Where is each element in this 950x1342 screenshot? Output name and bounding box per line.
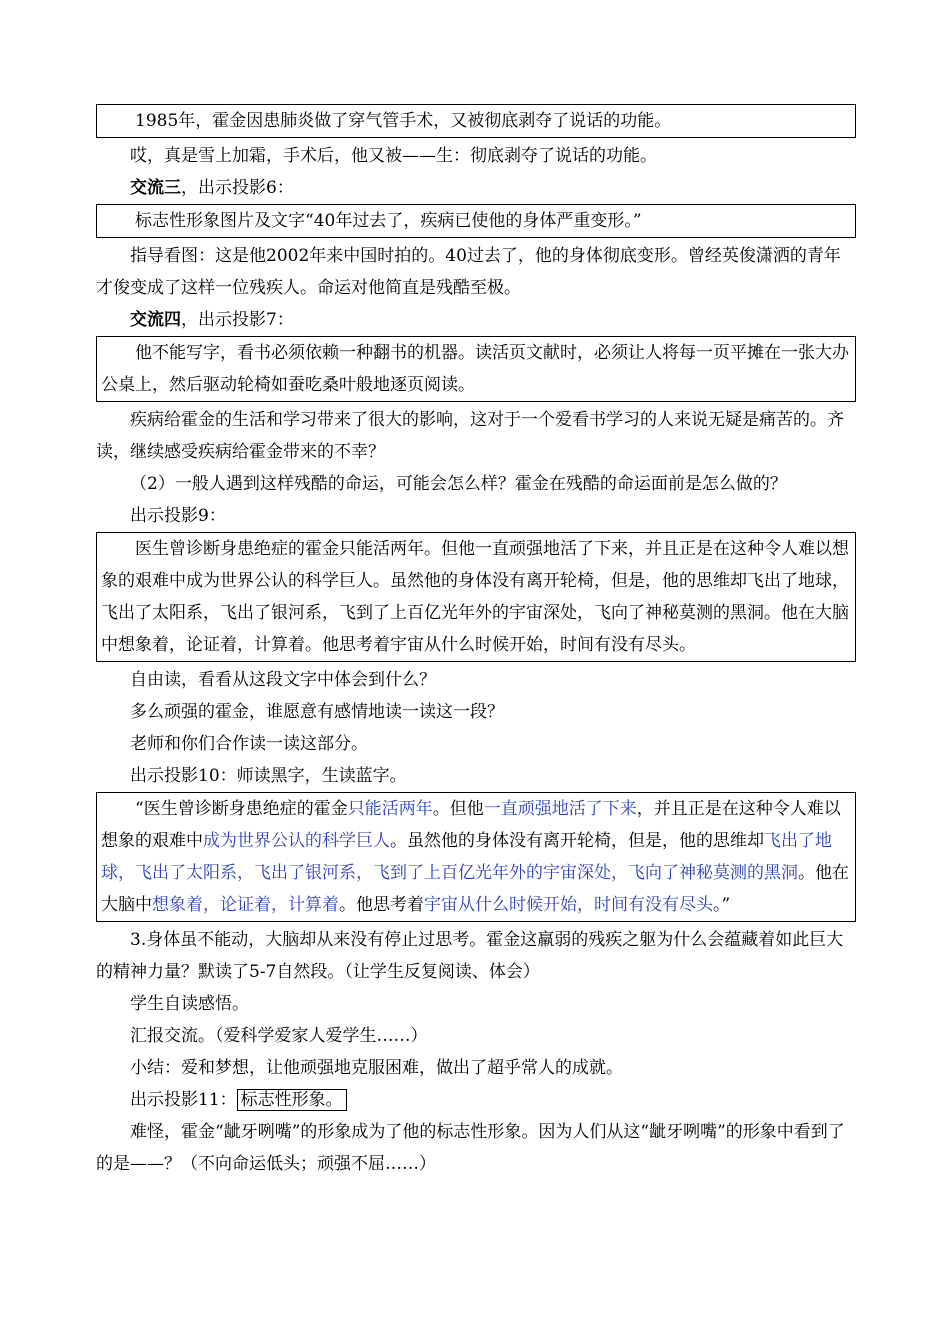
projection-box-image-caption — [96, 204, 856, 238]
blue-text: 一直顽强地活了下来 — [483, 799, 637, 819]
projection-box-surgery — [96, 104, 856, 138]
projection-eleven-line — [96, 1084, 856, 1116]
black-text: 。他在大脑中 — [101, 863, 849, 915]
paragraph: 多么顽强的霍金，谁愿意有感情地读一读这一段？ — [130, 702, 504, 722]
paragraph: 小结：爱和梦想，让他顽强地克服困难，做出了超乎常人的成就。 — [130, 1058, 623, 1078]
box-text — [101, 793, 851, 921]
exchange-text: ，出示投影7： — [181, 310, 294, 330]
box-text: 医生曾诊断身患绝症的霍金只能活两年。但他一直顽强地活了下来，并且正是在这种令人难以想象的艰难中成为世界公认的科学巨人。虽然他的身体没有离开轮椅，但是，他的思维却飞出了地球，飞出了太阳系，飞出了银河系，飞到了上百亿光年外的宇宙深处，飞向了神秘莫测的黑洞。他在大脑中想象着，论证着，计算着。他思考着宇宙从什么时候开始，时间有没有尽头。 — [101, 539, 849, 655]
projection-box-reading — [96, 336, 856, 402]
paragraph: 出示投影10：师读黑字，生读蓝字。 — [130, 766, 407, 786]
paragraph: 哎，真是雪上加霜，手术后，他又被——生：彻底剥夺了说话的功能。 — [130, 146, 657, 166]
blue-text: 只能活两年 — [347, 799, 433, 819]
paragraph: 学生自读感悟。 — [130, 994, 249, 1014]
paragraph: 出示投影9： — [130, 506, 226, 526]
exchange-three-heading — [96, 172, 856, 204]
exchange-four-heading — [96, 304, 856, 336]
black-text: “医生曾诊断身患绝症的霍金 — [135, 799, 348, 819]
box-text: 1985年，霍金因患肺炎做了穿气管手术，又被彻底剥夺了说话的功能。 — [135, 111, 672, 131]
black-text: 。他思考着 — [339, 895, 424, 915]
black-text: 。但他 — [432, 799, 484, 819]
boxed-term: 标志性形象。 — [237, 1089, 347, 1111]
exchange-label: 交流四 — [130, 310, 181, 330]
blue-text: 宇宙从什么时候开始，时间有没有尽头 — [424, 895, 713, 915]
paragraph: 自由读，看看从这段文字中体会到什么？ — [130, 670, 436, 690]
black-text: 。虽然他的身体没有离开轮椅，但是，他的思维却 — [390, 831, 764, 851]
paragraph: 汇报交流。（爱科学爱家人爱学生……） — [130, 1026, 428, 1046]
projection-box-ten — [96, 792, 856, 922]
paragraph-prefix: 出示投影11： — [130, 1090, 237, 1110]
black-text: 。” — [713, 895, 731, 915]
paragraph: 3.身体虽不能动，大脑却从来没有停止过思考。霍金这羸弱的残疾之躯为什么会蕴藏着如此巨大的精神力量？默读了5-7自然段。（让学生反复阅读、体会） — [96, 930, 844, 982]
paragraph: 指导看图：这是他2002年来中国时拍的。40过去了，他的身体彻底变形。曾经英俊潇洒的青年才俊变成了这样一位残疾人。命运对他简直是残酷至极。 — [96, 246, 841, 298]
black-text: ，并且正是在这种令人难以想象的艰难中 — [101, 799, 841, 851]
exchange-text: ，出示投影6： — [181, 178, 294, 198]
blue-text: 成为世界公认的科学巨人 — [203, 831, 390, 851]
document-page — [96, 104, 856, 1180]
paragraph: （2）一般人遇到这样残酷的命运，可能会怎么样？霍金在残酷的命运面前是怎么做的？ — [130, 474, 787, 494]
paragraph: 老师和你们合作读一读这部分。 — [130, 734, 368, 754]
blue-text: 飞出了地球，飞出了太阳系，飞出了银河系，飞到了上百亿光年外的宇宙深处，飞向了神秘莫测的黑洞 — [101, 831, 832, 883]
paragraph: 疾病给霍金的生活和学习带来了很大的影响，这对于一个爱看书学习的人来说无疑是痛苦的。齐读，继续感受疾病给霍金带来的不幸？ — [96, 410, 844, 462]
paragraph: 难怪，霍金“龇牙咧嘴”的形象成为了他的标志性形象。因为人们从这“龇牙咧嘴”的形象中看到了的是——？（不向命运低头；顽强不屈……） — [96, 1122, 845, 1174]
projection-box-nine — [96, 532, 856, 662]
blue-text: 想象着，论证着，计算着 — [152, 895, 339, 915]
exchange-label: 交流三 — [130, 178, 181, 198]
box-text: 标志性形象图片及文字“40年过去了，疾病已使他的身体严重变形。” — [135, 211, 642, 231]
box-text: 他不能写字，看书必须依赖一种翻书的机器。读活页文献时，必须让人将每一页平摊在一张大办公桌上，然后驱动轮椅如蚕吃桑叶般地逐页阅读。 — [101, 343, 849, 395]
